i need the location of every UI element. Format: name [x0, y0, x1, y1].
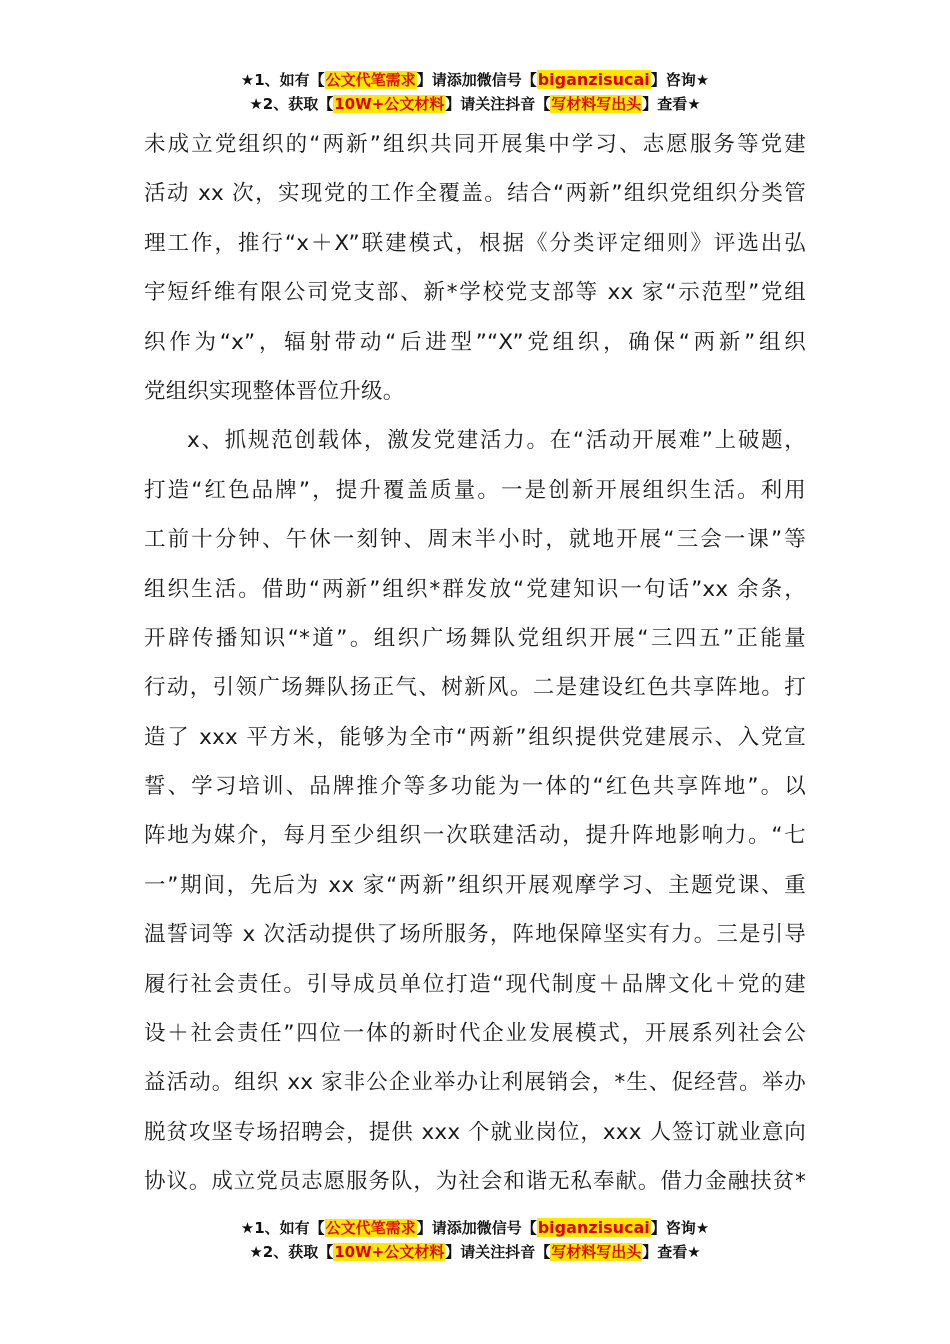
banner-text: ★2、获取【: [249, 1243, 334, 1261]
body-line: 温誓词等 x 次活动提供了场所服务，阵地保障坚实有力。三是引导: [144, 922, 806, 948]
banner-text: 】查看★: [642, 1243, 701, 1261]
body-line: 行动，引领广场舞队扬正气、树新风。二是建设红色共享阵地。打: [144, 675, 806, 701]
body-line: 脱贫攻坚专场招聘会，提供 xxx 个就业岗位，xxx 人签订就业意向: [144, 1119, 806, 1145]
highlight-wechat-id: biganzisucai: [537, 1218, 650, 1237]
body-line: 宇短纤维有限公司党支部、新*学校党支部等 xx 家“示范型”党组: [144, 280, 806, 306]
highlight-ghostwriting: 公文代笔需求: [325, 71, 416, 89]
banner-text: 】请关注抖音【: [445, 95, 551, 113]
body-line: 誓、学习培训、品牌推介等多功能为一体的“红色共享阵地”。以: [144, 774, 806, 800]
banner-text: ★1、如有【: [240, 71, 325, 89]
highlight-douyin: 写材料写出头: [551, 1243, 642, 1261]
highlight-materials: 10W+公文材料: [334, 1243, 445, 1261]
body-line: 阵地为媒介，每月至少组织一次联建活动，提升阵地影响力。“七: [144, 823, 806, 849]
banner-line-2: [0, 1240, 950, 1264]
highlight-materials: 10W+公文材料: [334, 95, 445, 113]
banner-text: 】请关注抖音【: [445, 1243, 551, 1261]
footer-banner: [0, 1216, 950, 1264]
body-line: 一”期间，先后为 xx 家“两新”组织开展观摩学习、主题党课、重: [144, 872, 806, 898]
body-line: 未成立党组织的“两新”组织共同开展集中学习、志愿服务等党建: [144, 132, 806, 157]
highlight-wechat-id: biganzisucai: [537, 70, 650, 89]
banner-text: 】咨询★: [650, 1219, 710, 1237]
body-line: 党组织实现整体晋位升级。: [144, 378, 405, 404]
body-line: 履行社会责任。引导成员单位打造“现代制度＋品牌文化＋党的建: [144, 971, 806, 997]
banner-line-2: [0, 92, 950, 116]
highlight-ghostwriting: 公文代笔需求: [325, 1219, 416, 1237]
banner-text: ★2、获取【: [249, 95, 334, 113]
body-line: 益活动。组织 xx 家非公企业举办让利展销会，*生、促经营。举办: [144, 1070, 806, 1096]
body-line: 组织生活。借助“两新”组织*群发放“党建知识一句话”xx 余条，: [144, 576, 806, 602]
banner-text: 】请添加微信号【: [416, 1219, 537, 1237]
body-line: 理工作，推行“x＋X”联建模式，根据《分类评定细则》评选出弘: [144, 230, 806, 256]
body-line: 设＋社会责任”四位一体的新时代企业发展模式，开展系列社会公: [144, 1021, 806, 1047]
banner-line-1: [0, 1216, 950, 1240]
highlight-douyin: 写材料写出头: [551, 95, 642, 113]
document-body: [144, 120, 806, 1207]
header-banner: [0, 68, 950, 116]
body-line: 开辟传播知识“*道”。组织广场舞队党组织开展“三四五”正能量: [144, 625, 806, 651]
banner-text: 】请添加微信号【: [416, 71, 537, 89]
body-line: 活动 xx 次，实现党的工作全覆盖。结合“两新”组织党组织分类管: [144, 181, 806, 207]
banner-text: ★1、如有【: [240, 1219, 325, 1237]
banner-line-1: [0, 68, 950, 92]
body-line: 织作为“x”，辐射带动“后进型”“X”党组织，确保“两新”组织: [144, 329, 806, 355]
body-line: 打造“红色品牌”，提升覆盖质量。一是创新开展组织生活。利用: [144, 477, 806, 503]
body-line: 造了 xxx 平方米，能够为全市“两新”组织提供党建展示、入党宣: [144, 724, 806, 750]
body-line: 协议。成立党员志愿服务队，为社会和谐无私奉献。借力金融扶贫*: [144, 1169, 806, 1195]
banner-text: 】咨询★: [650, 71, 710, 89]
body-line: 工前十分钟、午休一刻钟、周末半小时，就地开展“三会一课”等: [144, 527, 806, 553]
banner-text: 】查看★: [642, 95, 701, 113]
body-line: x、抓规范创载体，激发党建活力。在“活动开展难”上破题，: [187, 428, 806, 454]
